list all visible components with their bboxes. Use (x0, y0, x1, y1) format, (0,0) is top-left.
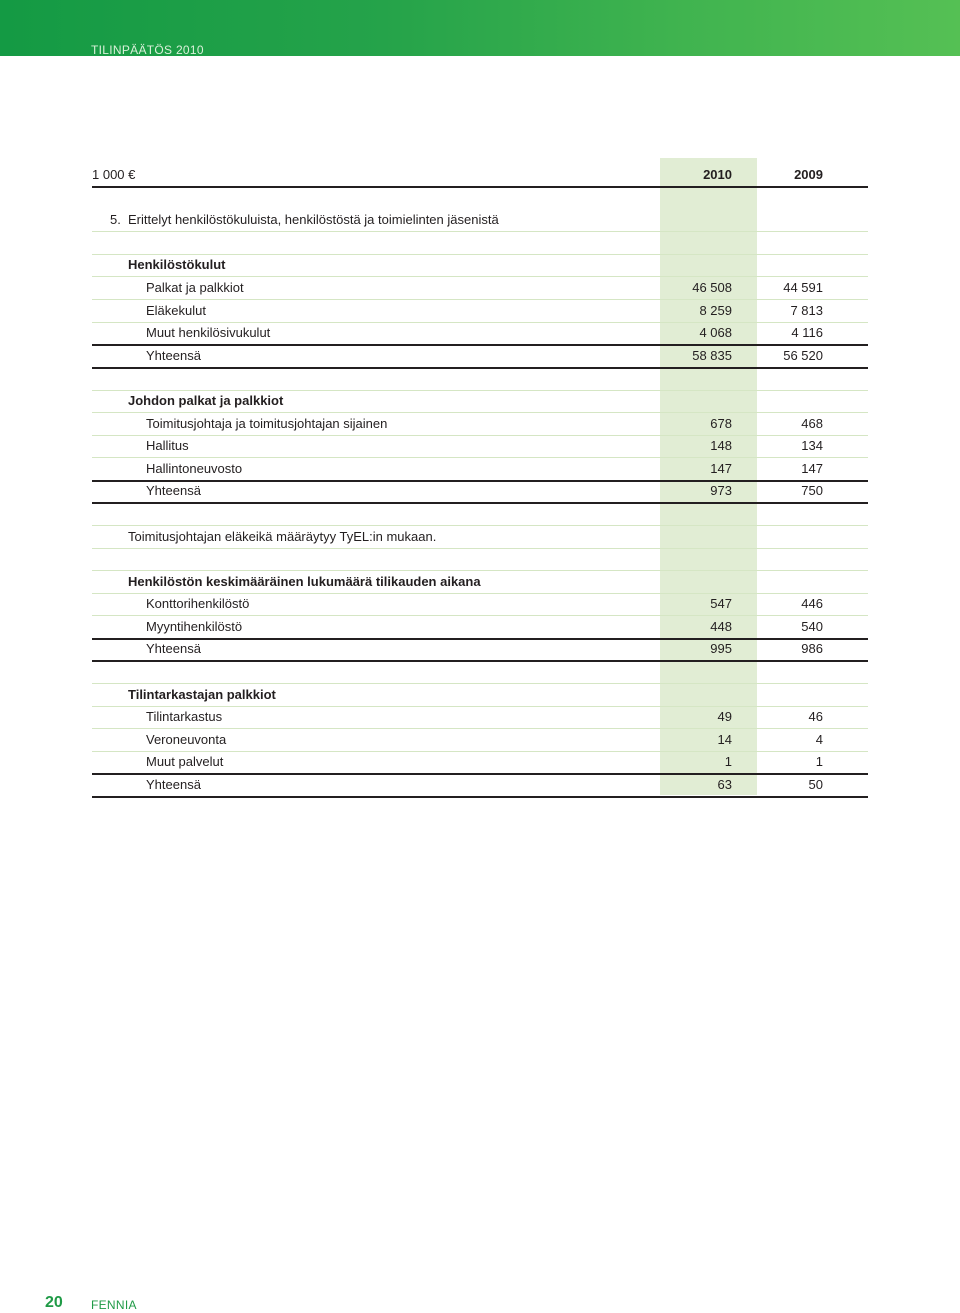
value-2009: 1 (815, 754, 823, 769)
total-row (92, 480, 868, 504)
row-label: Yhteensä (146, 641, 201, 656)
section-heading: Johdon palkat ja palkkiot (128, 393, 284, 408)
table-row (92, 706, 868, 729)
value-2010: 4 068 (699, 325, 732, 340)
column-2010-header: 2010 (703, 167, 732, 182)
table-row (92, 593, 868, 616)
value-2010: 63 (717, 777, 732, 792)
value-2009: 46 (808, 709, 823, 724)
value-2010: 547 (710, 596, 732, 611)
value-2010: 448 (710, 619, 732, 634)
table-row (92, 729, 868, 752)
section-heading: Henkilöstökulut (128, 257, 226, 272)
value-2009: 4 116 (791, 325, 823, 340)
section-heading-row (92, 684, 868, 707)
value-2010: 49 (717, 709, 732, 724)
row-label: Palkat ja palkkiot (146, 280, 244, 295)
table-row (92, 277, 868, 300)
value-2010: 1 (724, 754, 732, 769)
table-row (92, 616, 868, 640)
section-heading: Henkilöstön keskimääräinen lukumäärä tilikauden aikana (128, 574, 481, 589)
table-row (92, 458, 868, 482)
value-2009: 44 591 (783, 280, 823, 295)
row-label: Muut henkilösivukulut (146, 325, 271, 340)
row-label: Yhteensä (146, 483, 201, 498)
value-2010: 46 508 (692, 280, 732, 295)
row-label: Hallitus (146, 438, 189, 453)
total-row (92, 774, 868, 798)
spacer-row (92, 503, 868, 526)
value-2010: 147 (710, 461, 732, 476)
spacer-row (92, 368, 868, 391)
value-2009: 7 813 (790, 303, 823, 318)
section-title-row (92, 209, 868, 232)
section-heading-row (92, 254, 868, 277)
spacer-row (92, 232, 868, 255)
row-label: Veroneuvonta (146, 732, 227, 747)
header-title: TILINPÄÄTÖS 2010 (91, 43, 204, 57)
table-row (92, 322, 868, 346)
total-row (92, 345, 868, 369)
section-number: 5. (110, 212, 121, 227)
value-2009: 446 (801, 596, 823, 611)
row-label: Myyntihenkilöstö (146, 619, 243, 634)
value-2009: 147 (801, 461, 823, 476)
value-2009: 540 (801, 619, 823, 634)
page-number: 20 (45, 1294, 63, 1311)
value-2009: 750 (801, 483, 823, 498)
value-2010: 58 835 (692, 348, 732, 363)
section-heading-row (92, 571, 868, 594)
value-2009: 4 (815, 732, 823, 747)
note-row (92, 526, 868, 549)
row-label: Toimitusjohtaja ja toimitusjohtajan sijainen (146, 416, 388, 431)
row-label: Yhteensä (146, 348, 201, 363)
table-row (92, 300, 868, 323)
value-2010: 14 (717, 732, 732, 747)
pension-note: Toimitusjohtajan eläkeikä määräytyy TyEL:in mukaan. (128, 529, 437, 544)
value-2009: 468 (801, 416, 823, 431)
value-2010: 678 (710, 416, 732, 431)
value-2009: 134 (801, 438, 823, 453)
table-header-row (92, 164, 868, 188)
value-2009: 50 (808, 777, 823, 792)
value-2010: 148 (710, 438, 732, 453)
value-2010: 8 259 (699, 303, 732, 318)
table-row (92, 435, 868, 458)
value-2010: 995 (710, 641, 732, 656)
row-label: Tilintarkastus (146, 709, 223, 724)
row-label: Muut palvelut (146, 754, 224, 769)
total-row (92, 638, 868, 662)
row-label: Yhteensä (146, 777, 201, 792)
column-2009-header: 2009 (794, 167, 823, 182)
section-title: Erittelyt henkilöstökuluista, henkilöstöstä ja toimielinten jäsenistä (128, 212, 499, 227)
spacer-row (92, 548, 868, 571)
row-label: Konttorihenkilöstö (146, 596, 250, 611)
company-name: FENNIA (91, 1298, 137, 1312)
row-label: Hallintoneuvosto (146, 461, 243, 476)
table-row (92, 751, 868, 775)
section-heading: Tilintarkastajan palkkiot (128, 687, 276, 702)
table-row (92, 413, 868, 436)
value-2009: 986 (801, 641, 823, 656)
value-2009: 56 520 (783, 348, 823, 363)
value-2010: 973 (710, 483, 732, 498)
unit-label: 1 000 € (92, 167, 136, 182)
row-label: Eläkekulut (146, 303, 206, 318)
section-heading-row (92, 390, 868, 413)
spacer-row (92, 661, 868, 684)
